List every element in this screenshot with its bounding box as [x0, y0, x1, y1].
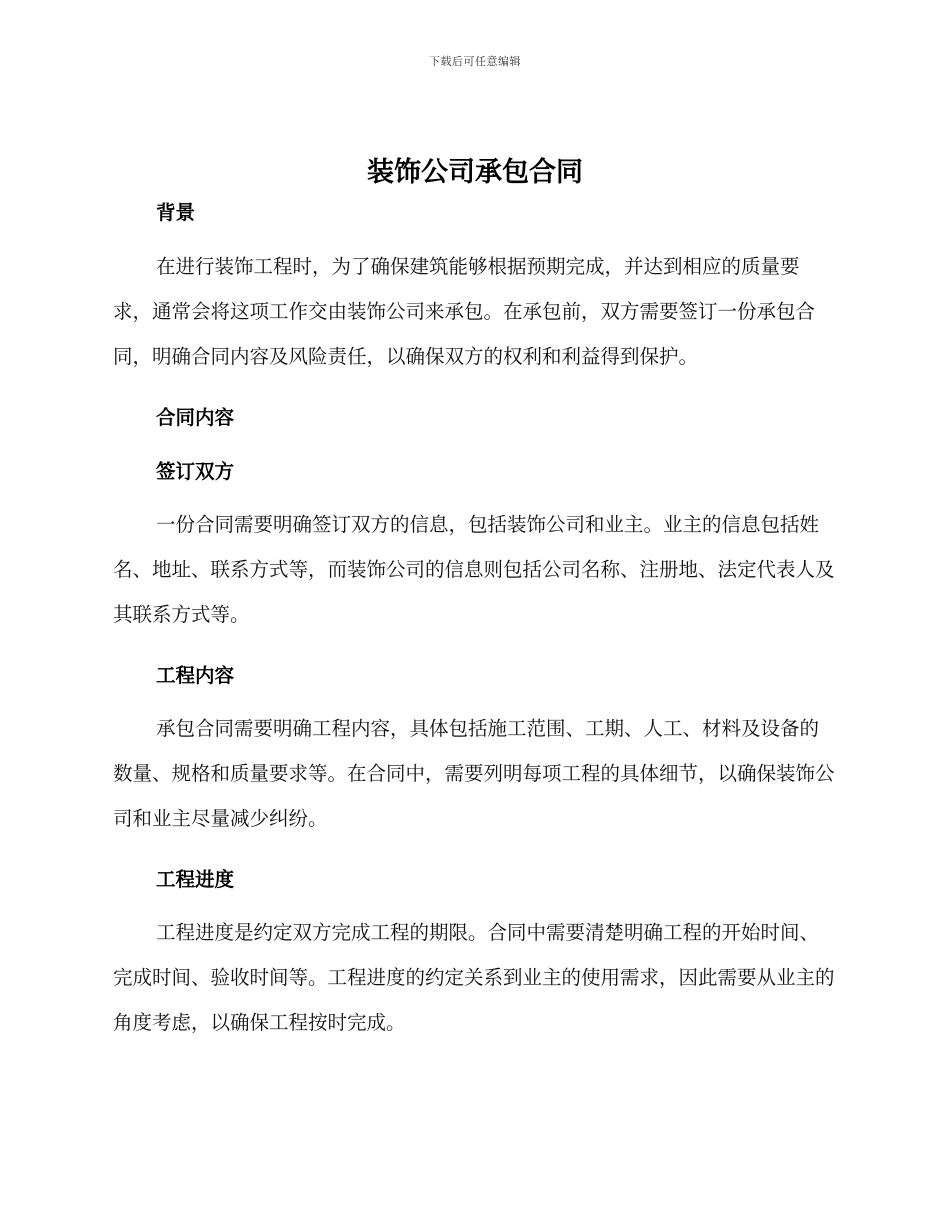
section-heading-contract-content: 合同内容 [156, 406, 235, 429]
header-note: 下载后可任意编辑 [429, 55, 521, 68]
paragraph-parties: 一份合同需要明确签订双方的信息，包括装饰公司和业主。业主的信息包括姓名、地址、联系方式等，而装饰公司的信息则包括公司名称、注册地、法定代表人及其联系方式等。 [113, 513, 835, 626]
paragraph-project-content: 承包合同需要明确工程内容，具体包括施工范围、工期、人工、材料及设备的数量、规格和质量要求等。在合同中，需要列明每项工程的具体细节，以确保装饰公司和业主尽量减少纠纷。 [113, 717, 835, 830]
section-heading-background: 背景 [156, 201, 196, 224]
section-heading-project-content: 工程内容 [156, 664, 235, 687]
section-heading-schedule: 工程进度 [156, 868, 235, 891]
paragraph-schedule: 工程进度是约定双方完成工程的期限。合同中需要清楚明确工程的开始时间、完成时间、验收时间等。工程进度的约定关系到业主的使用需求，因此需要从业主的角度考虑，以确保工程按时完成。 [113, 921, 835, 1034]
document-title: 装饰公司承包合同 [367, 157, 583, 188]
document-body [113, 197, 835, 1045]
section-heading-parties: 签订双方 [156, 460, 235, 483]
paragraph-background: 在进行装饰工程时，为了确保建筑能够根据预期完成，并达到相应的质量要求，通常会将这项工作交由装饰公司来承包。在承包前，双方需要签订一份承包合同，明确合同内容及风险责任，以确保双方的权利和利益得到保护。 [113, 255, 816, 368]
